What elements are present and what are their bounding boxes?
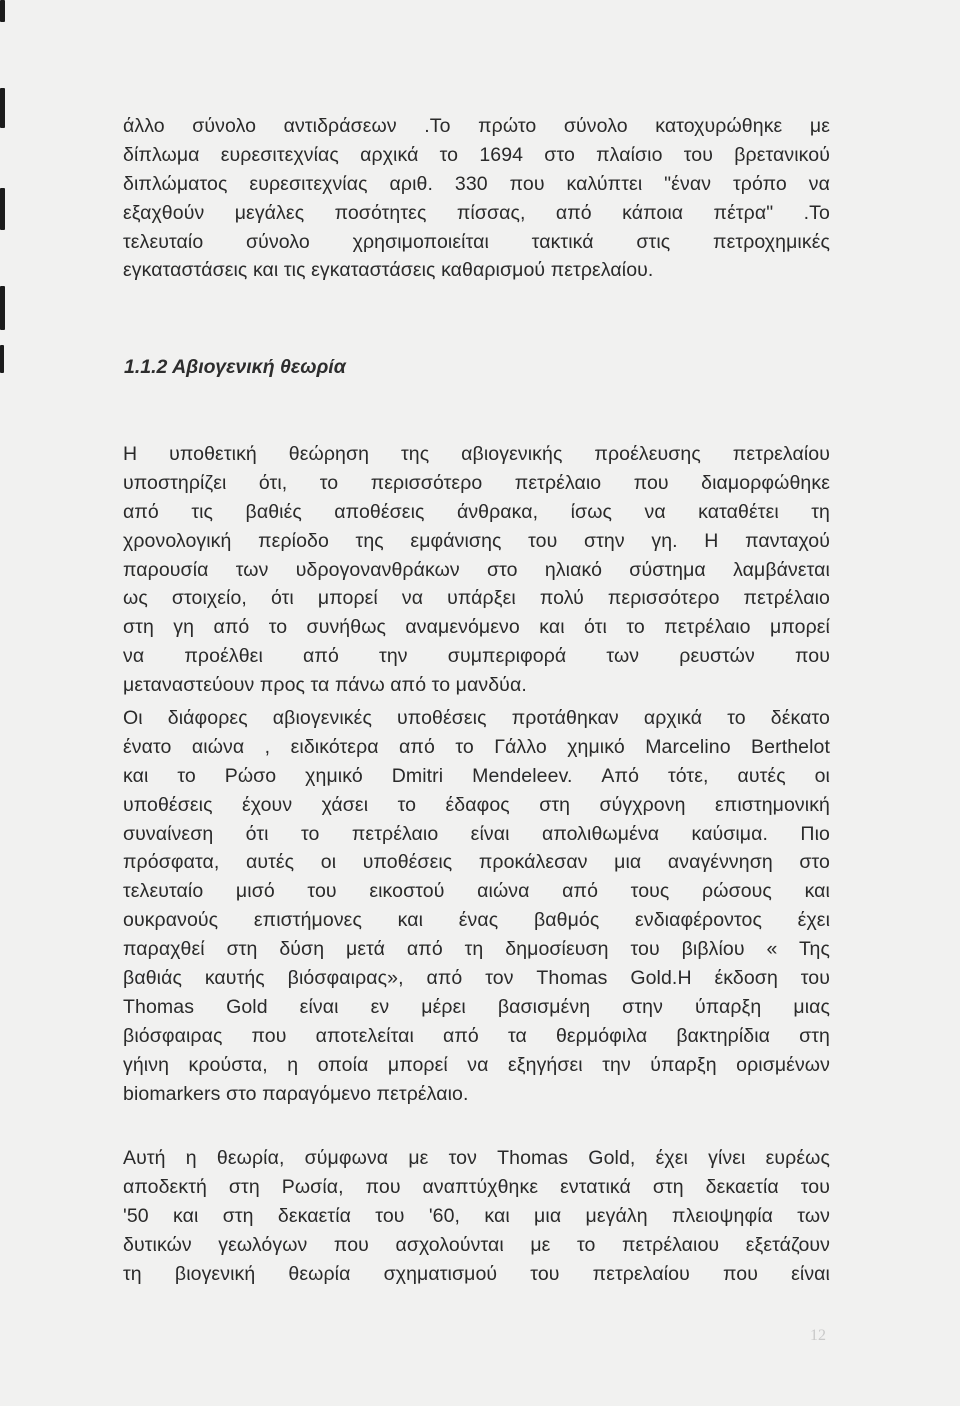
text-line: δίπλωμα ευρεσιτεχνίας αρχικά το 1694 στο πλαίσιο του βρετανικού	[123, 143, 830, 166]
text-line: ως στοιχείο, ότι μπορεί να υπάρξει πολύ περισσότερο πετρέλαιο	[123, 587, 830, 610]
text-line: Οι διάφορες αβιογενικές υποθέσεις προτάθηκαν αρχικά το δέκατο	[123, 707, 830, 729]
paragraph-4	[123, 1144, 830, 1288]
text-line: '50 και στη δεκαετία του '60, και μια μεγάλη πλειοψηφία των	[123, 1204, 830, 1227]
text-line: παραχθεί στη δύση μετά από τη δημοσίευση του βιβλίου « Της	[123, 938, 830, 961]
text-line: Η υποθετική θεώρηση της αβιογενικής προέλευσης πετρελαίου	[123, 443, 830, 465]
text-line: χρονολογική περίοδο της εμφάνισης του στην γη. Η πανταχού	[123, 529, 830, 552]
text-line: βιόσφαιρας που αποτελείται από τα θερμόφιλα βακτηρίδια στη	[123, 1024, 830, 1047]
text-line: και το Ρώσο χημικό Dmitri Mendeleev. Από τότε, αυτές οι	[123, 764, 830, 787]
section-heading: 1.1.2 Αβιογενική θεωρία	[124, 356, 346, 378]
text-line: βαθιάς καυτής βιόσφαιρας», από τον Thomas Gold.Η έκδοση του	[123, 967, 830, 990]
text-line: εξαχθούν μεγάλες ποσότητες πίσσας, από κάποια πέτρα" .Το	[123, 201, 830, 224]
text-line: πρόσφατα, αυτές οι υποθέσεις προκάλεσαν μια αναγέννηση στο	[123, 851, 830, 874]
text-line: άλλο σύνολο αντιδράσεων .Το πρώτο σύνολο κατοχυρώθηκε με	[123, 115, 830, 137]
paragraph-1	[123, 112, 830, 285]
text-line: αποδεκτή στη Ρωσία, που αναπτύχθηκε εντατικά στη δεκαετία του	[123, 1175, 830, 1198]
text-line: Αυτή η θεωρία, σύμφωνα με τον Thomas Gold, έχει γίνει ευρέως	[123, 1147, 830, 1169]
text-line: από τις βαθιές αποθέσεις άνθρακα, ίσως να καταθέτει τη	[123, 500, 830, 523]
binding-mark	[0, 0, 5, 22]
text-line: τη βιογενική θεωρία σχηματισμού του πετρελαίου που είναι	[123, 1262, 830, 1285]
text-line: να προέλθει από την συμπεριφορά των ρευστών που	[123, 645, 830, 668]
text-line: υποστηρίζει ότι, το περισσότερο πετρέλαιο που διαμορφώθηκε	[123, 471, 830, 494]
binding-mark	[0, 88, 5, 128]
text-line: εγκαταστάσεις και τις εγκαταστάσεις καθαρισμού πετρελαίου.	[123, 259, 654, 282]
text-line: ουκρανούς επιστήμονες και ένας βαθμός ενδιαφέροντος έχει	[123, 909, 830, 932]
page-number: 12	[810, 1327, 826, 1344]
text-line: Thomas Gold είναι εν μέρει βασισμένη στην ύπαρξη μιας	[123, 995, 830, 1018]
text-line: biomarkers στο παραγόμενο πετρέλαιο.	[123, 1082, 469, 1105]
text-line: διπλώματος ευρεσιτεχνίας αριθ. 330 που καλύπτει "έναν τρόπο να	[123, 172, 830, 195]
paragraph-3	[123, 704, 830, 1108]
text-line: υποθέσεις έχουν χάσει το έδαφος στη σύγχρονη επιστημονική	[123, 793, 830, 816]
text-line: παρουσία των υδρογονανθράκων στο ηλιακό σύστημα λαμβάνεται	[123, 558, 830, 581]
text-line: στη γη από το συνήθως αναμενόμενο και ότι το πετρέλαιο μπορεί	[123, 616, 830, 639]
paragraph-2	[123, 440, 830, 700]
text-line: μεταναστεύουν προς τα πάνω από το μανδύα.	[123, 674, 527, 697]
text-line: τελευταίο σύνολο χρησιμοποιείται τακτικά στις πετροχημικές	[123, 230, 830, 253]
binding-mark	[0, 286, 5, 330]
text-line: συναίνεση ότι το πετρέλαιο είναι απολιθωμένα καύσιμα. Πιο	[123, 822, 830, 845]
binding-mark	[0, 188, 5, 230]
text-line: τελευταίο μισό του εικοστού αιώνα από τους ρώσους και	[123, 880, 830, 903]
text-line: ένατο αιώνα , ειδικότερα από το Γάλλο χημικό Marcelino Berthelot	[123, 735, 830, 758]
binding-mark	[0, 345, 4, 373]
text-line: γήινη κρούστα, η οποία μπορεί να εξηγήσει την ύπαρξη ορισμένων	[123, 1053, 830, 1076]
text-line: δυτικών γεωλόγων που ασχολούνται με το πετρέλαιου εξετάζουν	[123, 1233, 830, 1256]
